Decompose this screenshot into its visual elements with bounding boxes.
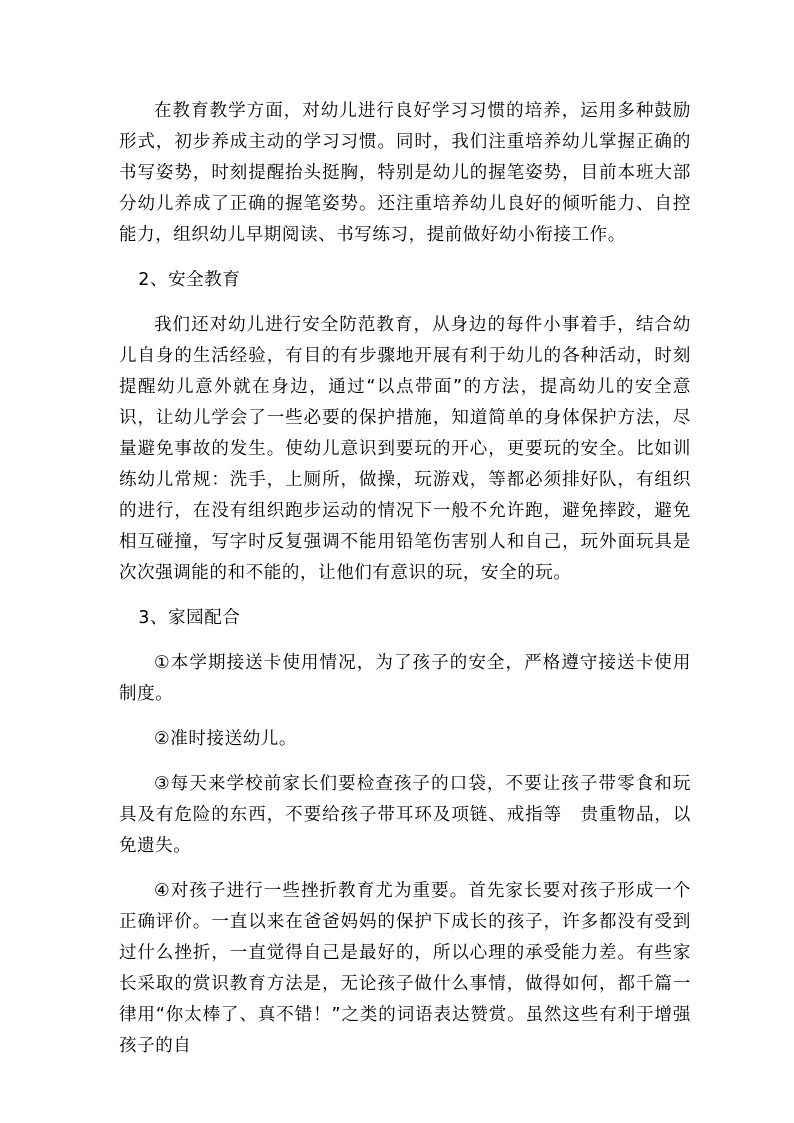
paragraph-study-habits: 在教育教学方面，对幼儿进行良好学习习惯的培养，运用多种鼓励形式，初步养成主动的学习习惯。同时，我们注重培养幼儿掌握正确的书写姿势，时刻提醒抬头挺胸，特别是幼儿的握笔姿势，目前本班大部分幼儿养成了正确的握笔姿势。还注重培养幼儿良好的倾听能力、自控能力，组织幼儿早期阅读、书写练习，提前做好幼小衔接工作。	[119, 101, 691, 245]
list-item-pickup-card: ①本学期接送卡使用情况，为了孩子的安全，严格遵守接送卡使用制度。	[119, 653, 691, 704]
paragraph-safety-education: 我们还对幼儿进行安全防范教育，从身边的每件小事着手，结合幼儿自身的生活经验，有目的有步骤地开展有利于幼儿的各种活动，时刻提醒幼儿意外就在身边，通过“以点带面”的方法，提高幼儿的安全意识，让幼儿学会了一些必要的保护措施，知道简单的身体保护方法，尽量避免事故的发生。使幼儿意识到要玩的开心，更要玩的安全。比如训练幼儿常规：洗手，上厕所，做操，玩游戏，等都必须排好队，有组织的进行，在没有组织跑步运动的情况下一般不允许跑，避免摔跤，避免相互碰撞，写字时反复强调不能用铅笔伤害别人和自己，玩外面玩具是次次强调能的和不能的，让他们有意识的玩，安全的玩。	[119, 315, 691, 583]
list-item-check-pockets: ③每天来学校前家长们要检查孩子的口袋，不要让孩子带零食和玩具及有危险的东西，不要给孩子带耳环及项链、戒指等 贵重物品，以免遗失。	[119, 774, 691, 856]
document-page	[119, 96, 691, 1076]
list-item-on-time: ②准时接送幼儿。	[154, 729, 297, 749]
section-heading-home-school: 3、家园配合	[138, 608, 241, 628]
section-heading-safety: 2、安全教育	[138, 270, 241, 290]
list-item-frustration-education: ④对孩子进行一些挫折教育尤为重要。首先家长要对孩子形成一个正确评价。一直以来在爸爸妈妈的保护下成长的孩子，许多都没有受到过什么挫折，一直觉得自己是最好的，所以心理的承受能力差。有些家长采取的赏识教育方法是，无论孩子做什么事情，做得如何，都千篇一律用“你太棒了、真不错！”之类的词语表达赞赏。虽然这些有利于增强孩子的自	[119, 881, 691, 1056]
